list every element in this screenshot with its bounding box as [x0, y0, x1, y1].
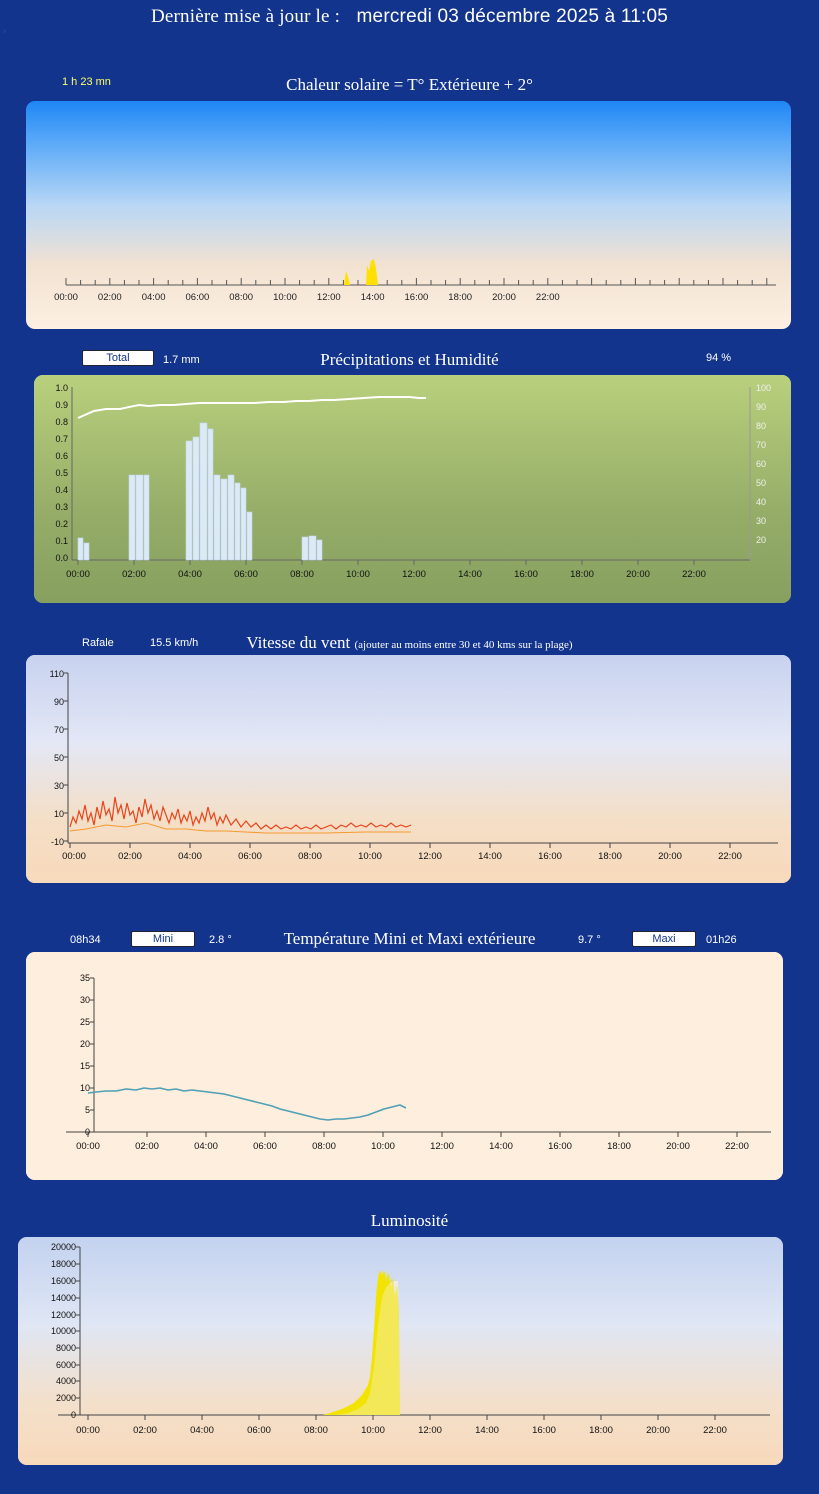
svg-text:22:00: 22:00	[682, 569, 706, 580]
svg-text:20:00: 20:00	[492, 292, 516, 303]
svg-text:1.0: 1.0	[55, 383, 68, 393]
svg-text:02:00: 02:00	[118, 851, 142, 862]
svg-text:90: 90	[53, 697, 64, 707]
svg-text:0.0: 0.0	[55, 553, 68, 563]
svg-text:6000: 6000	[55, 1360, 76, 1370]
svg-text:20: 20	[756, 535, 767, 545]
svg-text:00:00: 00:00	[66, 569, 90, 580]
svg-text:00:00: 00:00	[76, 1141, 100, 1152]
svg-text:0.1: 0.1	[55, 536, 68, 546]
svg-text:14:00: 14:00	[478, 851, 502, 862]
svg-text:-10: -10	[50, 837, 64, 847]
svg-text:08:00: 08:00	[304, 1425, 328, 1436]
svg-text:70: 70	[53, 725, 64, 735]
svg-text:00:00: 00:00	[54, 292, 78, 303]
temp-chart-title: Température Mini et Maxi extérieure	[283, 929, 536, 948]
precip-chart-title: Précipitations et Humidité	[320, 350, 499, 369]
svg-text:90: 90	[756, 402, 767, 412]
svg-text:10:00: 10:00	[273, 292, 297, 303]
wind-chart-title	[0, 633, 819, 653]
svg-text:12:00: 12:00	[418, 1425, 442, 1436]
svg-text:02:00: 02:00	[133, 1425, 157, 1436]
temp-mini-value: 2.8 °	[209, 934, 232, 946]
precip-total-button[interactable]: Total	[82, 350, 154, 366]
svg-text:10: 10	[53, 809, 64, 819]
temp-mini-button[interactable]: Mini	[131, 931, 195, 947]
svg-text:15: 15	[79, 1061, 90, 1071]
svg-text:08:00: 08:00	[312, 1141, 336, 1152]
temp-maxi-value: 9.7 °	[578, 934, 601, 946]
svg-text:00:00: 00:00	[76, 1425, 100, 1436]
svg-text:30: 30	[53, 781, 64, 791]
solar-chart-title: Chaleur solaire = T° Extérieure + 2°	[286, 75, 533, 94]
temp-maxi-time: 01h26	[706, 934, 737, 946]
svg-text:0.4: 0.4	[55, 485, 68, 495]
wind-title-main: Vitesse du vent	[246, 633, 351, 652]
humidity-value: 94 %	[706, 352, 732, 364]
svg-text:30: 30	[79, 995, 90, 1005]
svg-text:04:00: 04:00	[178, 851, 202, 862]
svg-text:12:00: 12:00	[316, 292, 341, 303]
svg-text:25: 25	[79, 1017, 90, 1027]
svg-text:20:00: 20:00	[658, 851, 682, 862]
svg-text:18:00: 18:00	[589, 1425, 613, 1436]
svg-text:18:00: 18:00	[570, 569, 594, 580]
svg-text:14:00: 14:00	[489, 1141, 513, 1152]
svg-text:22:00: 22:00	[535, 292, 560, 303]
svg-text:10:00: 10:00	[358, 851, 382, 862]
svg-text:06:00: 06:00	[234, 569, 258, 580]
svg-text:5: 5	[84, 1105, 90, 1115]
svg-text:08:00: 08:00	[298, 851, 322, 862]
svg-text:06:00: 06:00	[238, 851, 262, 862]
corner-mark: ›	[3, 26, 6, 36]
svg-text:08:00: 08:00	[229, 292, 254, 303]
svg-text:18:00: 18:00	[607, 1141, 631, 1152]
svg-text:16:00: 16:00	[532, 1425, 556, 1436]
svg-text:80: 80	[756, 421, 767, 431]
svg-text:0: 0	[70, 1410, 76, 1420]
svg-text:0.3: 0.3	[55, 502, 68, 512]
svg-text:04:00: 04:00	[178, 569, 202, 580]
svg-text:12000: 12000	[50, 1310, 76, 1320]
svg-text:00:00: 00:00	[62, 851, 86, 862]
lumi-chart-svg	[18, 1237, 783, 1465]
svg-text:50: 50	[53, 753, 64, 763]
svg-text:30: 30	[756, 516, 767, 526]
svg-text:10: 10	[79, 1083, 90, 1093]
svg-text:0.8: 0.8	[55, 417, 68, 427]
svg-text:16:00: 16:00	[548, 1141, 572, 1152]
svg-text:100: 100	[756, 383, 772, 393]
svg-text:0.7: 0.7	[55, 434, 68, 444]
svg-text:12:00: 12:00	[418, 851, 442, 862]
svg-text:10:00: 10:00	[346, 569, 370, 580]
svg-text:12:00: 12:00	[430, 1141, 454, 1152]
svg-text:12:00: 12:00	[402, 569, 426, 580]
svg-text:08:00: 08:00	[290, 569, 314, 580]
svg-text:40: 40	[756, 497, 767, 507]
svg-text:22:00: 22:00	[718, 851, 742, 862]
svg-text:70: 70	[756, 440, 767, 450]
svg-text:18000: 18000	[50, 1259, 76, 1269]
page-title	[0, 6, 819, 28]
svg-text:20:00: 20:00	[646, 1425, 670, 1436]
temp-maxi-button[interactable]: Maxi	[632, 931, 696, 947]
svg-text:16:00: 16:00	[404, 292, 429, 303]
svg-text:0: 0	[84, 1127, 90, 1137]
svg-text:20: 20	[79, 1039, 90, 1049]
last-update-value: mercredi 03 décembre 2025 à 11:05	[356, 6, 669, 27]
svg-text:2000: 2000	[55, 1393, 76, 1403]
svg-text:06:00: 06:00	[253, 1141, 277, 1152]
svg-text:14000: 14000	[50, 1293, 76, 1303]
last-update-label: Dernière mise à jour le :	[150, 6, 341, 27]
lumi-chart-title: Luminosité	[370, 1211, 449, 1230]
wind-chart-svg	[26, 655, 791, 883]
svg-text:0.2: 0.2	[55, 519, 68, 529]
precip-total-value: 1.7 mm	[163, 354, 200, 366]
svg-text:20:00: 20:00	[666, 1141, 690, 1152]
svg-text:06:00: 06:00	[247, 1425, 271, 1436]
svg-text:4000: 4000	[55, 1376, 76, 1386]
svg-text:22:00: 22:00	[703, 1425, 727, 1436]
solar-chart-svg	[26, 101, 791, 329]
svg-text:18:00: 18:00	[448, 292, 473, 303]
svg-text:35: 35	[79, 973, 90, 983]
precip-chart-svg	[34, 375, 791, 603]
svg-text:04:00: 04:00	[141, 292, 166, 303]
temp-chart-svg	[26, 952, 783, 1180]
svg-text:10:00: 10:00	[361, 1425, 385, 1436]
solar-chart-panel	[26, 101, 791, 329]
svg-text:60: 60	[756, 459, 767, 469]
temp-chart-panel	[26, 952, 783, 1180]
solar-duration-value: 1 h 23 mn	[62, 76, 111, 88]
svg-text:14:00: 14:00	[458, 569, 482, 580]
svg-text:10000: 10000	[50, 1326, 76, 1336]
svg-text:10:00: 10:00	[371, 1141, 395, 1152]
wind-chart-panel	[26, 655, 791, 883]
svg-text:0.9: 0.9	[55, 400, 68, 410]
svg-text:04:00: 04:00	[190, 1425, 214, 1436]
svg-text:50: 50	[756, 478, 767, 488]
wind-gust-label: Rafale	[82, 637, 114, 649]
svg-text:14:00: 14:00	[360, 292, 385, 303]
wind-gust-value: 15.5 km/h	[150, 637, 199, 649]
svg-text:110: 110	[49, 669, 64, 679]
svg-text:22:00: 22:00	[725, 1141, 749, 1152]
wind-title-sub: (ajouter au moins entre 30 et 40 kms sur la plage)	[354, 639, 573, 651]
svg-text:16000: 16000	[50, 1276, 76, 1286]
svg-text:04:00: 04:00	[194, 1141, 218, 1152]
svg-text:14:00: 14:00	[475, 1425, 499, 1436]
svg-text:16:00: 16:00	[514, 569, 538, 580]
svg-text:0.5: 0.5	[55, 468, 68, 478]
svg-text:20000: 20000	[50, 1242, 76, 1252]
temp-mini-time: 08h34	[70, 934, 101, 946]
svg-text:18:00: 18:00	[598, 851, 622, 862]
lumi-chart-panel	[18, 1237, 783, 1465]
precip-chart-panel	[34, 375, 791, 603]
svg-text:02:00: 02:00	[97, 292, 122, 303]
svg-text:06:00: 06:00	[185, 292, 210, 303]
svg-text:0.6: 0.6	[55, 451, 68, 461]
svg-text:16:00: 16:00	[538, 851, 562, 862]
svg-text:02:00: 02:00	[135, 1141, 159, 1152]
svg-text:20:00: 20:00	[626, 569, 650, 580]
svg-text:8000: 8000	[55, 1343, 76, 1353]
svg-text:02:00: 02:00	[122, 569, 146, 580]
